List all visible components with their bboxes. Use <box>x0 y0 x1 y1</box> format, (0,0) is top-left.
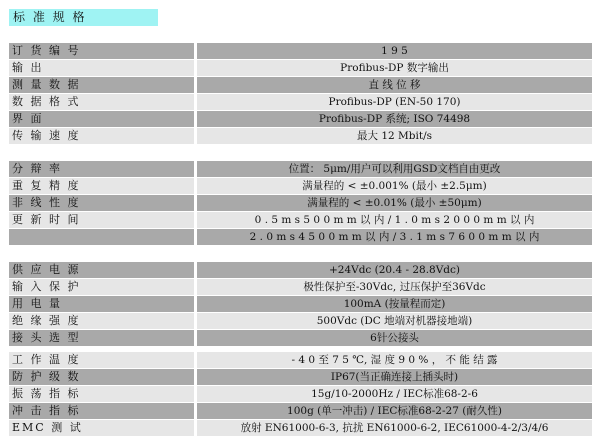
spec-label: 用 电 量 <box>9 296 194 312</box>
spec-row <box>9 386 592 402</box>
spec-row <box>9 43 592 59</box>
spec-row <box>9 195 592 211</box>
spec-label: 冲 击 指 标 <box>9 403 194 419</box>
spec-value: 1 9 5 <box>197 43 592 59</box>
spec-value: Profibus-DP 系统; ISO 74498 <box>197 111 592 127</box>
spec-group <box>9 262 592 347</box>
spec-label: 防 护 级 数 <box>9 369 194 385</box>
spec-value: 直 线 位 移 <box>197 77 592 93</box>
spec-row <box>9 212 592 228</box>
spec-row <box>9 262 592 278</box>
spec-label: 数 据 格 式 <box>9 94 194 110</box>
spec-group <box>9 161 592 246</box>
spec-value: 满量程的 < ±0.001% (最小 ±2.5μm) <box>197 178 592 194</box>
spec-value: IP67(当正确连接上插头时) <box>197 369 592 385</box>
spec-row <box>9 60 592 76</box>
spec-value: +24Vdc (20.4 - 28.8Vdc) <box>197 262 592 278</box>
spec-label: 界 面 <box>9 111 194 127</box>
spec-label: 输 入 保 护 <box>9 279 194 295</box>
spec-row <box>9 420 592 436</box>
spec-row <box>9 229 592 245</box>
spec-label: 工 作 温 度 <box>9 352 194 368</box>
spec-value: 15g/10-2000Hz / IEC标准68-2-6 <box>197 386 592 402</box>
spec-row <box>9 77 592 93</box>
spec-value: 100g (单一冲击) / IEC标准68-2-27 (耐久性) <box>197 403 592 419</box>
spec-row <box>9 128 592 144</box>
spec-label: EMC 测 试 <box>9 420 194 436</box>
spec-row <box>9 161 592 177</box>
spec-label: 传 输 速 度 <box>9 128 194 144</box>
spec-row <box>9 313 592 329</box>
spec-label: 绝 缘 强 度 <box>9 313 194 329</box>
spec-label: 振 荡 指 标 <box>9 386 194 402</box>
spec-label: 测 量 数 据 <box>9 77 194 93</box>
spec-label: 接 头 选 型 <box>9 330 194 346</box>
spec-label: 非 线 性 度 <box>9 195 194 211</box>
spec-value: - 4 0 至 7 5 ℃, 湿 度 9 0 % ， 不 能 结 露 <box>197 352 592 368</box>
spec-label: 更 新 时 间 <box>9 212 194 228</box>
spec-value: 最大 12 Mbit/s <box>197 128 592 144</box>
spec-row <box>9 279 592 295</box>
spec-row <box>9 296 592 312</box>
spec-value: 极性保护至-30Vdc, 过压保护至36Vdc <box>197 279 592 295</box>
spec-value: 500Vdc (DC 地端对机器接地端) <box>197 313 592 329</box>
spec-value: 满量程的 < ±0.01% (最小 ±50μm) <box>197 195 592 211</box>
spec-label: 输 出 <box>9 60 194 76</box>
spec-label: 订 货 编 号 <box>9 43 194 59</box>
spec-value: 位置： 5μm/用户可以利用GSD文档自由更改 <box>197 161 592 177</box>
spec-row <box>9 94 592 110</box>
spec-row <box>9 403 592 419</box>
spec-value: Profibus-DP (EN-50 170) <box>197 94 592 110</box>
spec-label <box>9 229 194 245</box>
spec-value: 100mA (按量程而定) <box>197 296 592 312</box>
spec-row <box>9 111 592 127</box>
spec-value: 6针公接头 <box>197 330 592 346</box>
spec-value: 2 . 0 m s 4 5 0 0 m m 以 内 / 3 . 1 m s 7 6 0 0 m m 以 内 <box>197 229 592 245</box>
spec-value: 0 . 5 m s 5 0 0 m m 以 内 / 1 . 0 m s 2 0 0 0 m m 以 内 <box>197 212 592 228</box>
spec-group <box>9 352 592 437</box>
spec-row <box>9 352 592 368</box>
page-title: 标 准 规 格 <box>13 10 87 24</box>
spec-group <box>9 43 592 145</box>
spec-label: 分 辩 率 <box>9 161 194 177</box>
spec-label: 重 复 精 度 <box>9 178 194 194</box>
spec-row <box>9 178 592 194</box>
spec-label: 供 应 电 源 <box>9 262 194 278</box>
spec-row <box>9 330 592 346</box>
spec-value: 放射 EN61000-6-3, 抗扰 EN61000-6-2, IEC61000-4-2/3/4/6 <box>197 420 592 436</box>
spec-row <box>9 369 592 385</box>
spec-value: Profibus-DP 数字输出 <box>197 60 592 76</box>
